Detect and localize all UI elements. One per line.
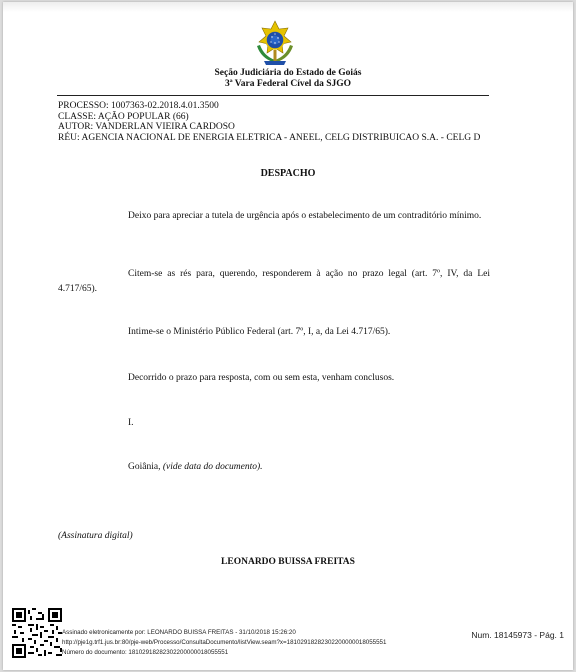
footer-doc-number: Número do documento: 18102918282302200000018055551 bbox=[62, 649, 229, 656]
page-number: Num. 18145973 - Pág. 1 bbox=[471, 630, 564, 640]
paragraph-1: Deixo para apreciar a tutela de urgência após o estabelecimento de um contraditório mínimo. bbox=[128, 211, 482, 221]
document-page bbox=[3, 2, 573, 670]
court-section: Seção Judiciária do Estado de Goiás bbox=[214, 68, 362, 78]
paragraph-4: Decorrido o prazo para resposta, com ou sem esta, venham conclusos. bbox=[128, 373, 395, 383]
signature-footer bbox=[62, 628, 386, 658]
case-autor: AUTOR: VANDERLAN VIEIRA CARDOSO bbox=[58, 122, 235, 133]
case-processo: PROCESSO: 1007363-02.2018.4.01.3500 bbox=[58, 101, 219, 111]
signer-name: LEONARDO BUISSA FREITAS bbox=[221, 557, 355, 567]
paragraph-5: I. bbox=[128, 418, 134, 428]
place-city: Goiânia, bbox=[128, 462, 161, 472]
place-date bbox=[128, 462, 263, 472]
brazil-coat-of-arms-icon bbox=[251, 20, 299, 68]
footer-signed-by: Assinado eletronicamente por: LEONARDO BUISSA FREITAS - 31/10/2018 15:26:20 bbox=[62, 629, 296, 636]
court-vara: 3ª Vara Federal Cível da SJGO bbox=[224, 79, 352, 89]
court-header bbox=[3, 68, 573, 90]
place-date-note: (vide data do documento). bbox=[162, 462, 263, 472]
case-info bbox=[58, 101, 490, 143]
case-classe: CLASSE: AÇÃO POPULAR (66) bbox=[58, 111, 189, 122]
qr-code-icon bbox=[12, 608, 62, 658]
paragraph-2: Citem-se as rés para, querendo, responderem à ação no prazo legal (art. 7º, IV, da Lei 4.717/65). bbox=[58, 269, 490, 294]
signature-label: (Assinatura digital) bbox=[58, 531, 133, 541]
case-reu: RÉU: AGENCIA NACIONAL DE ENERGIA ELETRICA - ANEEL, CELG DISTRIBUICAO S.A. - CELG D bbox=[58, 132, 481, 143]
footer-url: http://pje1g.trf1.jus.br:80/pje-web/Processo/ConsultaDocumento/listView.seam?x=18102918282302200000018055551 bbox=[62, 639, 387, 646]
paragraph-3: Intime-se o Ministério Público Federal (art. 7º, I, a, da Lei 4.717/65). bbox=[128, 327, 391, 337]
header-divider bbox=[57, 95, 489, 96]
document-title: DESPACHO bbox=[260, 168, 316, 179]
